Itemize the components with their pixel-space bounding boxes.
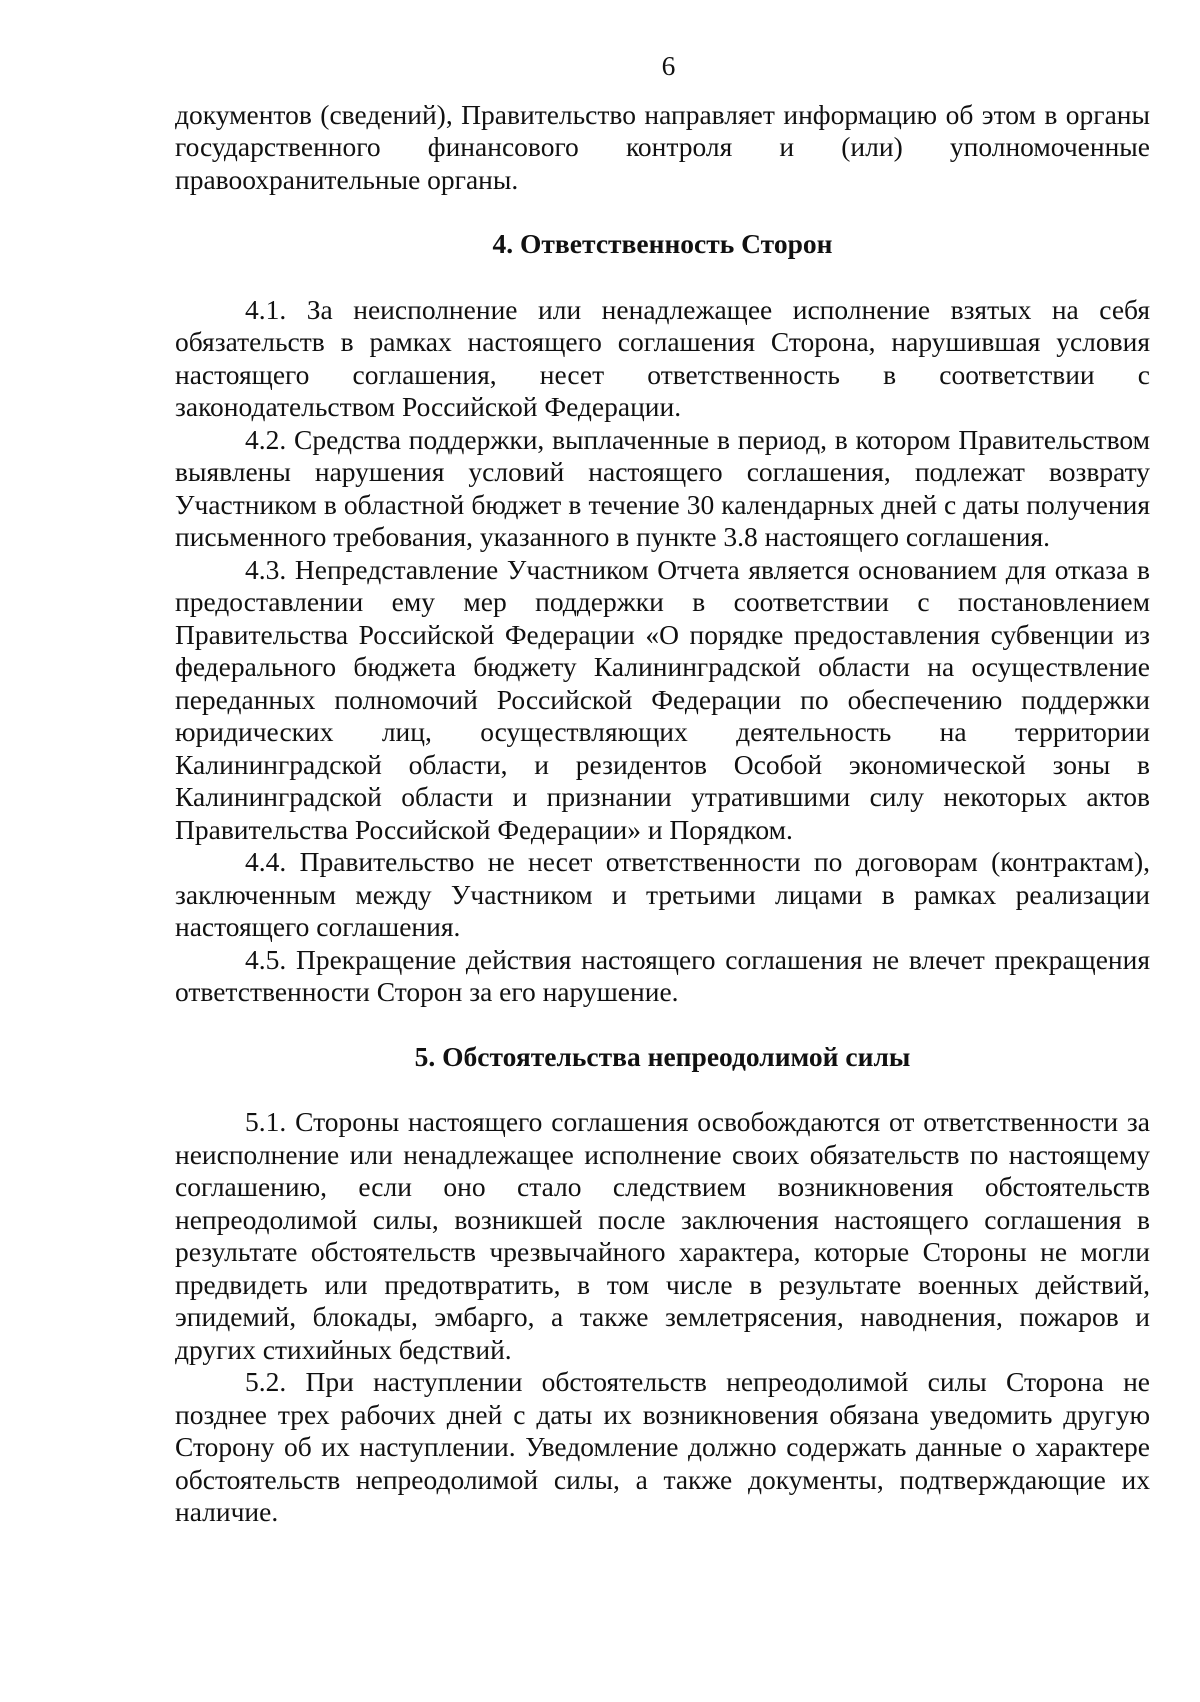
clause-4-4: 4.4. Правительство не несет ответственности по договорам (контрактам), заключенным между Участником и третьими лицами в рамках реализации настоящего соглашения. bbox=[175, 846, 1150, 942]
page-number: 6 bbox=[661, 50, 676, 81]
section-4-heading: 4. Ответственность Сторон bbox=[492, 228, 833, 259]
document-page bbox=[175, 50, 1150, 1529]
clause-4-2: 4.2. Средства поддержки, выплаченные в период, в котором Правительством выявлены нарушения условий настоящего соглашения, подлежат возврату Участником в областной бюджет в течение 30 календарных дней с даты получения письменного требования, указанного в пункте 3.8 настоящего соглашения. bbox=[175, 423, 1150, 552]
intro-paragraph: документов (сведений), Правительство направляет информацию об этом в органы государственного финансового контроля и (или) уполномоченные правоохранительные органы. bbox=[175, 98, 1150, 195]
clause-4-1: 4.1. За неисполнение или ненадлежащее исполнение взятых на себя обязательств в рамках настоящего соглашения Сторона, нарушившая условия настоящего соглашения, несет ответственность в соответствии с законодательством Российской Федерации. bbox=[175, 293, 1150, 422]
clause-5-1: 5.1. Стороны настоящего соглашения освобождаются от ответственности за неисполнение или ненадлежащее исполнение своих обязательств по настоящему соглашению, если оно стало следствием возникновения обстоятельств непреодолимой силы, возникшей после заключения настоящего соглашения в результате обстоятельств чрезвычайного характера, которые Стороны не могли предвидеть или предотвратить, в том числе в результате военных действий, эпидемий, блокады, эмбарго, а также землетрясения, наводнения, пожаров и других стихийных бедствий. bbox=[175, 1106, 1150, 1365]
clause-4-5: 4.5. Прекращение действия настоящего соглашения не влечет прекращения ответственности Сторон за его нарушение. bbox=[175, 943, 1150, 1007]
section-5-heading: 5. Обстоятельства непреодолимой силы bbox=[414, 1040, 911, 1072]
clause-4-3: 4.3. Непредставление Участником Отчета является основанием для отказа в предоставлении ему мер поддержки в соответствии с постановлением Правительства Российской Федерации «О порядке предоставления субвенции из федерального бюджета бюджету Калининградской области на осуществление переданных полномочий Российской Федерации по обеспечению поддержки юридических лиц, осуществляющих деятельность на территории Калининградской области, и резидентов Особой экономической зоны в Калининградской области и признании утратившими силу некоторых актов Правительства Российской Федерации» и Порядком. bbox=[175, 553, 1150, 845]
clause-5-2: 5.2. При наступлении обстоятельств непреодолимой силы Сторона не позднее трех рабочих дней с даты их возникновения обязана уведомить другую Сторону об их наступлении. Уведомление должно содержать данные о характере обстоятельств непреодолимой силы, а также документы, подтверждающие их наличие. bbox=[175, 1366, 1150, 1527]
